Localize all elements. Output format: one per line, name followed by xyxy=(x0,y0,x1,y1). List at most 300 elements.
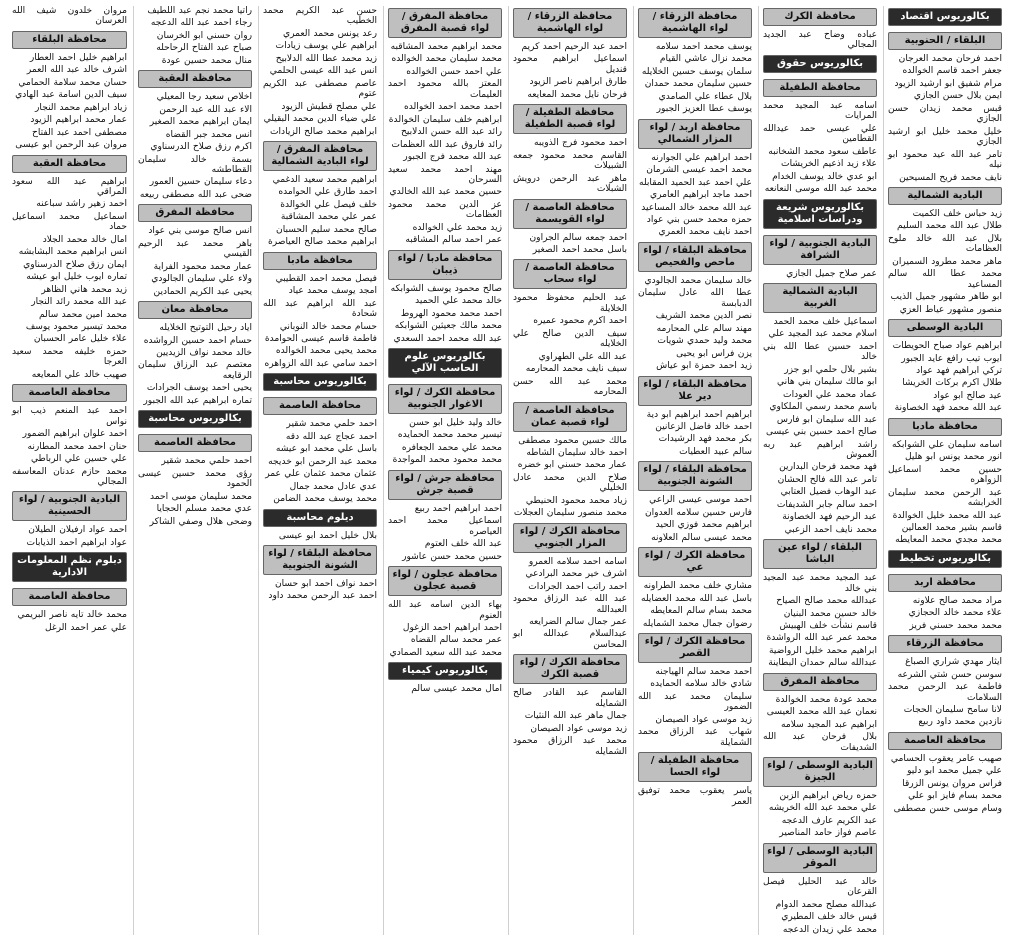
name-entry: بلال خليل احمد ابو عيسى xyxy=(278,530,377,541)
name-entry: ولاء علي سليمان الجالودي xyxy=(151,274,252,285)
name-entry: صالح محمد سليم الحسبان xyxy=(276,224,377,235)
name-entry: عطا الله عادل سليمان الدبابسة xyxy=(638,288,752,309)
region-heading: محافظة الكرك / لواء المزار الجنوبي xyxy=(513,523,627,553)
degree-heading: بكالوريوس كيمياء xyxy=(388,662,502,680)
name-entry: حسان محمد سلامة الحمامي xyxy=(18,77,127,88)
name-entry: محمد عبد الله حسن المحارمه xyxy=(513,376,627,398)
name-entry: عبد الحليم محفوظ محمود الخلايلة xyxy=(513,293,627,314)
name-entry: محمد يوسف محمد الضامن xyxy=(273,494,377,505)
name-entry: احمد حلمي محمد شقير xyxy=(161,456,252,467)
name-entry: زيد محمد عطا الله الدلابيح xyxy=(275,53,377,64)
name-entry: حسن عبد الكريم محمد الخطيب xyxy=(263,6,377,27)
name-entry: منال محمد حسين عودة xyxy=(161,55,252,66)
name-entry: عبد الكريم عارف الدعجه xyxy=(781,815,877,826)
name-entry: محمد منصور سليمان العجلات xyxy=(513,508,627,519)
region-heading: البادية الجنوبية / لواء الشرافة xyxy=(763,235,877,265)
name-entry: صباح عبد الفتاح الرحاحله xyxy=(156,43,252,54)
name-entry: محمد سليمان موسى احمد xyxy=(150,491,252,502)
name-entry: عبد الله ابراهيم عبد الله شحادة xyxy=(263,298,377,320)
name-entry: بكر محمد فهد الرشيدات xyxy=(658,434,752,445)
name-entry: حسام احمد حسين الرواشده xyxy=(143,335,252,346)
name-entry: حمزه محمد حسن بني عواد xyxy=(646,214,752,225)
name-entry: احمد خالد سليمان الشاطه xyxy=(526,447,627,458)
name-entry: محمد علي محمد الجعافره xyxy=(401,442,502,453)
name-entry: ابراهيم محمد فوزي الحيد xyxy=(655,520,752,531)
name-entry: انس صالح موسى بني عواد xyxy=(148,226,252,237)
name-entry: محمد تيسير محمود يوسف xyxy=(25,321,127,332)
name-entry: يوسف عطا العزيز الجبور xyxy=(656,104,752,115)
name-entry: زيد احمد حمزة ابو عياش xyxy=(656,361,752,372)
name-entry: مالك حسين محمود مصطفى xyxy=(518,435,627,446)
name-entry: رجاء احمد عبد الله الدعجه xyxy=(150,18,252,29)
name-entry: عبد الله محمد خالد المساعيد xyxy=(641,202,752,213)
name-entry: محمد خالد تايه ناصر البريمي xyxy=(17,610,127,621)
name-entry: عمار محمد محمود الفراية xyxy=(153,261,252,272)
name-entry: علي ضياء الدين محمد البقيلي xyxy=(263,114,377,125)
name-entry: زياد محمد محمود الحنيطي xyxy=(525,495,627,506)
degree-heading: بكالوريوس علوم الحاسب الآلي xyxy=(388,348,502,378)
region-heading: محافظة المفرق xyxy=(763,673,877,691)
name-entry: سيف الدين اسامة عبد الهادي xyxy=(15,90,127,101)
name-entry: الاء عبد الله عبد الرحمن xyxy=(159,104,252,115)
name-entry: محمد عيسى سالم العلاونه xyxy=(651,532,752,543)
name-entry: محمد عطا الله سالم المساعيد xyxy=(888,269,1002,290)
name-entry: محمد عبد الله موسى النعانعه xyxy=(764,184,877,195)
name-entry: يحيى عبد الكريم الحمادين xyxy=(153,286,252,297)
name-entry: يزن فراس ابو يحيى xyxy=(676,348,752,359)
name-entry: ابراهيم علي يوسف زيادات xyxy=(275,41,377,52)
region-heading: محافظة المفرق / لواء البادية الشمالية xyxy=(263,141,377,171)
name-entry: ابراهيم عواد صباح الحويطات xyxy=(892,341,1002,352)
name-entry: القاسم عبد القادر صالح الشمايله xyxy=(513,688,627,709)
name-entry: اسماعيل محمد احمد العياصره xyxy=(388,516,502,537)
region-heading: محافظة الطفيلة / لواء قصبة الطفيلة xyxy=(513,104,627,134)
region-heading: محافظة الكرك / لواء القصر xyxy=(638,633,752,663)
name-entry: مروان خلدون شيف الله العرسان xyxy=(12,6,127,27)
name-entry: اسماعيل خلف محمد الحمد xyxy=(773,316,877,327)
name-entry: اسماعيل محمد اسماعيل حماد xyxy=(12,211,127,233)
name-entry: حسين محمد عبد الله الخالدي xyxy=(389,187,502,198)
name-entry: علي احمد حسن الخوالده xyxy=(406,66,502,77)
name-entry: احمد محمد محمود الهروط xyxy=(400,308,502,319)
name-entry: خليل محمد خليل ابو ارشيد الجازي xyxy=(888,126,1002,148)
name-entry: عمر احمد سالم المشاقبه xyxy=(405,235,502,246)
name-entry: عمر صلاح جميل الجازي xyxy=(786,268,877,279)
name-entry: القاسم محمد محمود جمعه الشبيلات xyxy=(513,150,627,172)
name-entry: امال محمد عيسى سالم xyxy=(411,684,502,695)
name-entry: جعفر احمد قاسم الخوالده xyxy=(902,66,1002,77)
name-entry: محمد بسام فايز ابو علي xyxy=(908,791,1002,802)
name-entry: عبد الله محمد فرج الجبور xyxy=(403,152,502,163)
name-entry: رعد يونس محمد العمري xyxy=(283,28,377,39)
name-entry: انور محمد يونس ابو هليل xyxy=(904,452,1002,463)
name-entry: تركي ابراهيم فهد عواد xyxy=(916,365,1002,376)
name-entry: زيد محمد هاني الظاهر xyxy=(41,284,127,295)
name-entry: رؤى محمد حسين عيسى الحمود xyxy=(138,468,252,490)
name-entry: رائد عبد الله حسن الدلابيح xyxy=(401,127,502,138)
name-entry: حمزه خليفه محمد سعيد العرجا xyxy=(12,346,127,368)
name-entry: باسل عبد الله محمد العضايله xyxy=(640,593,752,604)
name-entry: عبد الله محمد احمد السعدي xyxy=(393,333,502,344)
name-entry: فاطمة عبد الرحمن محمد السلامات xyxy=(888,682,1002,703)
region-heading: محافظة العقبة xyxy=(138,70,252,88)
region-heading: محافظة العاصمة / لواء القويسمة xyxy=(513,199,627,229)
name-entry: انس ابراهيم محمد البشابشه xyxy=(18,247,127,258)
column-6 xyxy=(258,6,377,935)
name-entry: ياسر يعقوب محمد توفيق العمر xyxy=(638,786,752,807)
name-entry: طارق ابراهيم ناصر الزيود xyxy=(529,77,627,88)
name-entry: ايمان ابراهيم محمد الصغير xyxy=(149,117,252,128)
name-entry: ابراهيم عبد الله سعود المراقي xyxy=(12,176,127,197)
region-heading: محافظة البلقاء / لواء الشونة الجنوبية xyxy=(263,545,377,575)
name-entry: ابو عدي خالد يوسف الخدام xyxy=(772,171,877,182)
degree-heading: بكالوريوس اقتصاد xyxy=(888,8,1002,26)
name-entry: سيف الدين صالح علي الخلايله xyxy=(513,328,627,350)
name-entry: خالد عبد الحليل فيصل القرعان xyxy=(763,876,877,898)
column-7 xyxy=(133,6,252,935)
degree-heading: بكالوريوس محاسبة xyxy=(138,410,252,428)
name-entry: محمد عبد الله سعيد الصمادي xyxy=(389,647,502,658)
name-entry: شادي خالد سلامه الحمايده xyxy=(650,679,752,690)
name-entry: علي عمر احمد الرغل xyxy=(44,622,127,633)
name-entry: محمد علي زيدان الدعجه xyxy=(782,924,877,935)
name-entry: مروان عبد الرحمن ابو عيسى xyxy=(15,140,127,151)
name-entry: علي عيسى حمد عيدالله القطامين xyxy=(763,123,877,145)
region-heading: البادية الوسطى / لواء الموقر xyxy=(763,843,877,873)
name-entry: قاسم نشأت خلف الهبيش xyxy=(779,620,877,631)
region-heading: محافظة البلقاء / لواء الشونة الجنوبية xyxy=(638,461,752,491)
name-entry: محمد محمود محمد المواجدة xyxy=(392,455,502,466)
name-entry: محمد مجدي محمد المعايطه xyxy=(895,535,1002,546)
region-heading: محافظة معان xyxy=(138,301,252,319)
name-entry: فراس مروان يونس الزرقا xyxy=(902,778,1002,789)
name-entry: احمد محمد احمد الخوالده xyxy=(403,102,502,113)
column-5 xyxy=(383,6,502,935)
name-entry: ابراهيم خليل احمد العطار xyxy=(29,52,127,63)
name-entry: جمال ماهر عبد الله النثيات xyxy=(524,711,627,722)
name-entry: ضحى عبد الله مصطفى ربيعه xyxy=(139,189,252,200)
name-entry: باسل علي محمد ابو عيشه xyxy=(275,444,377,455)
name-entry: عبدالسلام عبدالله ابو المحاسن xyxy=(513,629,627,650)
region-heading: محافظة الطفيلة xyxy=(763,79,877,97)
name-entry: عثمان محمد عثمان علي عمر xyxy=(265,469,377,480)
name-entry: تيسير محمد محمد الحمايده xyxy=(397,430,502,441)
name-entry: ابراهيم احمد ابراهيم ابو دية xyxy=(646,409,752,420)
region-heading: محافظة اربد xyxy=(888,574,1002,592)
name-entry: ابراهيم محمد صالح العياصرة xyxy=(268,237,377,248)
name-entry: انس محمد جبر القضاه xyxy=(165,129,252,140)
name-entry: ابراهيم محمد خليل الرواضية xyxy=(769,645,877,656)
name-entry: احمد راتب احمد الجرادات xyxy=(528,581,627,592)
name-entry: علاء محمد خالد الحجازي xyxy=(908,608,1002,619)
name-entry: بلال عطاء علي الصامدي xyxy=(658,91,752,102)
name-entry: ايمن بلال حسن الجازي xyxy=(913,91,1002,102)
name-entry: علي محمد عبد الله الخريشه xyxy=(768,803,877,814)
name-entry: تماره ابراهيم عبد الله الجبور xyxy=(143,395,252,406)
region-heading: محافظة الكرك / لواء عي xyxy=(638,547,752,577)
name-entry: محمد يحيى محمد الخوالده xyxy=(275,346,377,357)
name-entry: عبد الرحمن محمد سليمان الخرابشه xyxy=(888,487,1002,509)
name-entry: باسم محمد رسمي الملكاوي xyxy=(769,402,877,413)
region-heading: محافظة المفرق / لواء قصبة المفرق xyxy=(388,8,502,38)
name-entry: عاصم مصطفى عبد الكريم عتوم xyxy=(263,78,377,100)
region-heading: البادية الوسطى xyxy=(888,319,1002,337)
name-entry: ابراهيم خلف سليمان الخوالدة xyxy=(388,114,502,125)
name-entry: احمد ماجد ابراهيم العامري xyxy=(649,190,752,201)
name-entry: مراد محمد صالح علاونه xyxy=(912,595,1002,606)
name-entry: محمد سليمان محمد الخوالده xyxy=(391,54,502,65)
name-entry: حمزه رياض ابراهيم الزبن xyxy=(779,791,877,802)
name-entry: ايمان رزق صلاح الدرسناوي xyxy=(23,259,127,270)
name-entry: قبس محمد زيدان حسن الجازي xyxy=(888,103,1002,125)
name-entry: احمد طارق علي الحوامده xyxy=(278,187,377,198)
name-entry: ابراهيم محمد سعيد الدغمي xyxy=(272,174,377,185)
name-entry: المعتز بالله محمود احمد العليمات xyxy=(388,79,502,100)
name-entry: عاصم فواز حامد المناصير xyxy=(779,828,877,839)
name-entry: خالد محمد علي الحميد xyxy=(415,296,502,307)
name-entry: عبدالله مصلح محمد الدوام xyxy=(775,899,877,910)
name-entry: وضحى هلال وصفي الشاكر xyxy=(149,516,252,527)
name-entry: محمد حازم عدنان المعاسفه المجالي xyxy=(12,466,127,487)
name-entry: لانا سامح سليمان الحجات xyxy=(903,705,1002,716)
name-entry: عمار محمد ابراهيم الزيود xyxy=(30,115,127,126)
column-8 xyxy=(8,6,127,935)
name-entry: عبدالله محمد صالح الصياح xyxy=(776,596,877,607)
name-entry: قاسم بشير محمد العمالين xyxy=(901,522,1002,533)
region-heading: البادية الشمالية xyxy=(888,187,1002,205)
name-entry: محمد عبد الرحمن ابو خديجه xyxy=(268,456,377,467)
name-entry: خالد وليد خليل ابو حسن xyxy=(409,417,502,428)
name-entry: اكرم رزق صلاح الدرسناوي xyxy=(150,142,252,153)
name-entry: عبد الله محمد خليل الخوالدة xyxy=(892,510,1002,521)
name-entry: عبد الله سليمان ابو فارس xyxy=(776,414,877,425)
name-entry: احمد سالم جابر الشديفات xyxy=(776,499,877,510)
name-entry: عباده وضاح عبد الجديد المجالي xyxy=(763,30,877,51)
name-entry: ابراهيم محمد صالح الزيادات xyxy=(269,126,377,137)
name-entry: عبد الله محمد فهد الخصاونة xyxy=(894,403,1002,414)
name-entry: احمد ابراهيم احمد الزغول xyxy=(402,622,502,633)
name-entry: حنان احمد محمد المطارنه xyxy=(27,441,127,452)
name-entry: بلال عبد الله خالد ملوح العظامات xyxy=(888,233,1002,255)
name-entry: عواد ابراهيم احمد الذيابات xyxy=(26,537,127,548)
name-entry: ماهر عبد الرحمن درويش الشبلات xyxy=(513,173,627,195)
name-entry: خلف فيصل علي الخوالدة xyxy=(280,199,377,210)
name-entry: احمد محمود فرج الذويبه xyxy=(534,138,627,149)
name-entry: زيد محمد علي الخوالده xyxy=(412,222,502,233)
name-entry: صلاح الدين محمد عادل الخليلي xyxy=(513,472,627,494)
name-entry: انس عبد الله عيسى الحلمي xyxy=(269,66,377,77)
name-entry: عبد المجيد محمد عبد المجيد بني خالد xyxy=(763,573,877,594)
degree-heading: بكالوريوس حقوق xyxy=(763,55,877,73)
name-entry: احمد حلمي محمد شقير xyxy=(286,419,377,430)
region-heading: البادية الوسطى / لواء الجيزة xyxy=(763,757,877,787)
name-entry: تامر عبد الله فالح الحشان xyxy=(777,474,877,485)
region-heading: محافظة عجلون / لواء قصبة عجلون xyxy=(388,566,502,596)
degree-heading: دبلوم نظم المعلومات الادارية xyxy=(12,552,127,582)
name-entry: خالد سليمان محمد الجالودي xyxy=(644,275,752,286)
name-entry: علي جميل محمد ابو دليو xyxy=(907,766,1002,777)
name-entry: سيف نايف محمد المحارمه xyxy=(525,364,627,375)
name-entry: باهر محمد عبد الرحيم القيسي xyxy=(138,238,252,260)
region-heading: محافظة الزرقاء / لواء الهاشمية xyxy=(513,8,627,38)
name-entry: احمد عواد ارفيلان الطيلان xyxy=(28,525,127,536)
column-1 xyxy=(883,6,1002,935)
name-entry: احمد جمعه سالم الجراون xyxy=(529,232,627,243)
region-heading: محافظة مادبا / لواء ذيبان xyxy=(388,250,502,280)
name-entry: معتصم عبد الرزاق سليمان الرقايعه xyxy=(138,360,252,381)
name-entry: صهيب خالد علي المعايعه xyxy=(31,369,127,380)
name-entry: احمد محمد سالم الهياجنه xyxy=(655,666,752,677)
name-entry: ابراهيم عبد المجيد سلامه xyxy=(780,719,877,730)
region-heading: محافظة الزرقاء xyxy=(888,635,1002,653)
name-entry: نازدين محمد داود ربيع xyxy=(918,717,1002,728)
name-entry: ايثار مهدي شراري الصباغ xyxy=(905,657,1002,668)
region-heading: محافظة البلقاء / لواء دير علا xyxy=(638,376,752,406)
name-entry: تامر عبد الله عيد محمود ابو نيله xyxy=(888,149,1002,171)
region-heading: محافظة الطفيلة / لواء الحسا xyxy=(638,752,752,782)
name-entry: اشرف خالد عبد الله العمر xyxy=(26,65,127,76)
name-entry: محمد امين محمد سالم xyxy=(39,309,127,320)
name-entry: محمد عودة محمد الخوالدة xyxy=(775,694,877,705)
name-entry: عمر جمال سالم الضرايعه xyxy=(529,616,627,627)
region-heading: محافظة العاصمة xyxy=(888,732,1002,750)
name-entry: عبد الله عبد الرزاق محمود العبدالله xyxy=(513,594,627,615)
name-entry: عاطف سعود محمد الشخانبه xyxy=(768,146,877,157)
name-entry: احمد موسى عيسى الراعي xyxy=(649,495,752,506)
name-entry: طلال اكرم بركات الخريشا xyxy=(902,378,1002,389)
region-heading: محافظة اربد / لواء المزار الشمالي xyxy=(638,119,752,149)
name-entry: اشرف خير محمد البرادعي xyxy=(525,569,627,580)
name-entry: محمد بسام سالم المعايطه xyxy=(650,606,752,617)
name-entry: احمد اكرم محمود عميره xyxy=(533,316,627,327)
name-entry: سوسن حسن شتي الشرعه xyxy=(897,669,1002,680)
column-2 xyxy=(758,6,877,935)
name-entry: عبد الله محمد رائد النجار xyxy=(31,297,127,308)
name-entry: نايف محمد فريح المسيحين xyxy=(899,172,1002,183)
name-entry: عيد صالح ابو عواد xyxy=(933,390,1002,401)
name-entry: سلمان يوسف حسين الخلايله xyxy=(641,66,752,77)
name-entry: اسامه عبد المجيد محمد المرايات xyxy=(763,100,877,122)
name-entry: سالم عبيد العطيات xyxy=(679,446,752,457)
name-entry: فارس حسين سلامه العدوان xyxy=(644,507,752,518)
name-entry: صالح احمد حسين بني عيسى xyxy=(766,427,877,438)
name-entry: خالد محمد نواف الزيديين xyxy=(156,347,252,358)
name-entry: عمر محمد سالم القضاه xyxy=(410,635,502,646)
name-entry: احمد سامي عبد الله الزواهره xyxy=(264,358,377,369)
name-entry: بلال فرحان عبد الله الشديفات xyxy=(763,732,877,753)
name-entry: فهد محمد فرحان البدارين xyxy=(779,462,877,473)
name-entry: محمد عمر عبد الله الرواشدة xyxy=(766,633,877,644)
name-entry: بسمة خالد سليمان القطاطشه xyxy=(138,154,252,175)
region-heading: محافظة العقبة xyxy=(12,155,127,173)
region-heading: محافظة مادبا xyxy=(263,252,377,270)
name-entry: محمد نزال عاشي القيام xyxy=(659,54,752,65)
name-entry: ابو طاهر مشهور جميل الذيب xyxy=(890,292,1002,303)
name-entry: فيصل محمد احمد القطيبي xyxy=(275,273,377,284)
name-entry: احمد ابراهيم علي الجوارنه xyxy=(651,152,752,163)
name-entry: عبد الله خلف العتوم xyxy=(424,539,502,550)
name-entry: محمد نايف احمد الزعبي xyxy=(784,524,877,535)
name-entry: مهند سالم علي المحارمه xyxy=(656,323,752,334)
name-entry: فاطمة قاسم عيسى الحوامدة xyxy=(264,333,377,344)
name-entry: احمد حسين عطا الله بني خالد xyxy=(763,341,877,363)
name-entry: امجد يوسف محمد عياد xyxy=(288,286,377,297)
name-entry: يحيى احمد يوسف الجرادات xyxy=(146,383,252,394)
name-entry: اسلام محمد عبد المجيد علي xyxy=(768,329,877,340)
name-entry: احمد خالد فاضل الزعانين xyxy=(655,421,752,432)
degree-heading: ديلوم محاسبة xyxy=(263,509,377,527)
name-entry: اسامه احمد سلامه العمرو xyxy=(528,556,627,567)
name-entry: بهاء الدين اسامه عبد الله العنوم xyxy=(388,600,502,621)
name-entry: علاء خليل عامر الحسبان xyxy=(33,334,127,345)
name-entry: حسين سليمان محمد حمدان xyxy=(644,79,752,90)
column-3 xyxy=(633,6,752,935)
name-entry: اخلاص سعيد رجا المعيلي xyxy=(156,92,252,103)
region-heading: محافظة العاصمة xyxy=(138,434,252,452)
region-heading: محافظة المفرق xyxy=(138,204,252,222)
region-heading: محافظة الكرك / لواء قصبة الكرك xyxy=(513,654,627,684)
region-heading: محافظة العاصمة / لواء قصبة عمان xyxy=(513,402,627,432)
name-entry: عز الدين محمد محمود العظامات xyxy=(388,199,502,221)
name-entry: محمد وليد حمدي شويات xyxy=(657,336,752,347)
name-entry: ايوب تيب رافع عايد الجبور xyxy=(901,353,1002,364)
name-entry: نصر الدين محمد الشريف xyxy=(655,311,752,322)
region-heading: محافظة مادبا xyxy=(888,418,1002,436)
name-entry: زيد موسى عواد الصيصان xyxy=(655,714,752,725)
name-entry: محمد احمد عيسى الشرمان xyxy=(646,165,752,176)
name-entry: رضوان جمال محمد الشمايله xyxy=(642,618,752,629)
name-entry: دعاء سليمان حسين العمور xyxy=(149,177,252,188)
name-entry: احمد زهير راشد سباعنه xyxy=(36,199,127,210)
name-entry: محمد ابراهيم محمد المشاقبه xyxy=(390,42,502,52)
name-entry: سليمان محمد عبد الله الضمور xyxy=(638,691,752,713)
name-entry: احمد عبد الرحمن محمد داود xyxy=(268,591,377,602)
name-entry: محمد مالك جعيثين الشوابكه xyxy=(394,321,502,332)
region-heading: محافظة البلقاء / لواء ماحص والفحيص xyxy=(638,242,752,272)
name-entry: احمد فرحان محمد العرجان xyxy=(898,54,1002,64)
name-entry: اسامه سليمان علي الشوابكه xyxy=(892,439,1002,450)
name-entry: مشاري خلف محمد الطراونه xyxy=(643,581,752,592)
degree-heading: بكالوريوس شريعة ودراسات اسلامية xyxy=(763,199,877,229)
name-entry: روان حسني ابو الخرسان xyxy=(156,30,252,41)
name-entry: علي حسين علي الرباطي xyxy=(30,454,127,465)
region-heading: البادية الشمالية الغربية xyxy=(763,283,877,313)
name-entry: علي مصلح قطيش الزيود xyxy=(281,101,377,112)
name-entry: تماره ايوب خليل ابو عيشه xyxy=(26,272,127,283)
name-entry: عدي عادل محمد جمال xyxy=(289,481,377,492)
name-entry: مرام شفيق ابو ارشيد الزيود xyxy=(894,78,1002,89)
region-heading: محافظة الزرقاء / لواء الهاشمية xyxy=(638,8,752,38)
name-entry: احمد علوان ابراهيم الضمور xyxy=(22,429,127,440)
name-entry: عبد الله علي الطهراوي xyxy=(538,351,627,362)
name-entry: راتيا محمد نجم عبد اللطيف xyxy=(147,6,252,16)
region-heading: محافظة الكرك xyxy=(763,8,877,26)
name-entry: رائد فاروق عبد الله العظمات xyxy=(391,139,502,150)
name-entry: وسام موسى حسن مصطفى xyxy=(893,803,1002,814)
name-entry: عمر علي محمد المشاقبة xyxy=(280,212,377,223)
name-entry: زيد حباس خلف الكميت xyxy=(912,208,1002,219)
degree-heading: بكالوريوس تخطيط xyxy=(888,550,1002,568)
name-entry: عدي محمد مسلم الحجايا xyxy=(156,504,252,515)
name-entry: زياد ابراهيم محمد النجار xyxy=(35,102,127,113)
name-entry: احمد عبد المنعم ذيب ابو نواس xyxy=(12,406,127,427)
name-entry: عمار محمد حسني ابو خضره xyxy=(517,460,627,471)
name-entry: عماد محمد علي العودات xyxy=(783,389,877,400)
region-heading: محافظة جرش / لواء قصبة جرش xyxy=(388,470,502,500)
name-entry: عبد الرحيم فهد الخصاونة xyxy=(782,512,877,523)
name-entry: احمد نايف محمد العمري xyxy=(658,227,752,238)
name-entry: نعمان عبد الله محمد العيسى xyxy=(766,707,877,718)
